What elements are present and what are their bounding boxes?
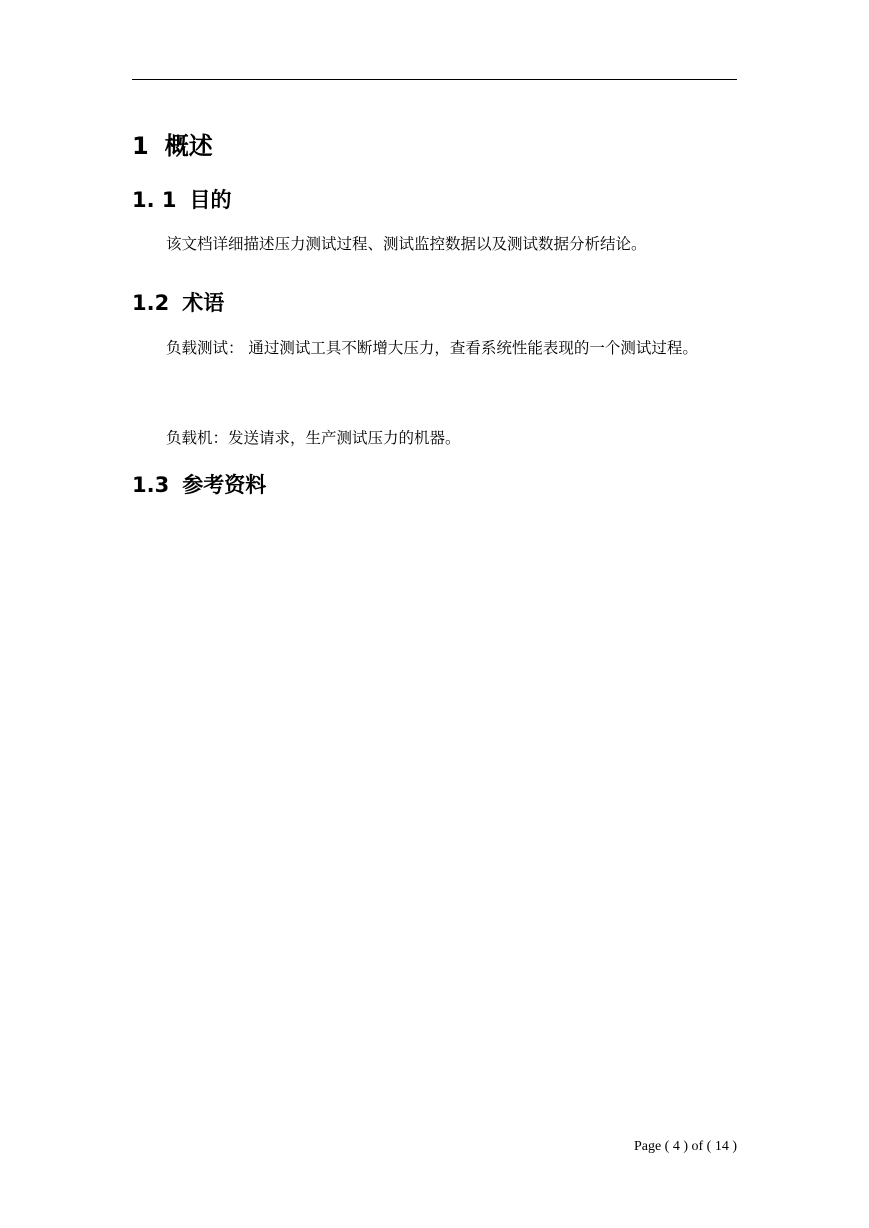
paragraph-load-test: 负载测试： 通过测试工具不断增大压力，查看系统性能表现的一个测试过程。 [166, 339, 698, 357]
subsection-number: 1.3 [132, 473, 170, 497]
subsection-title: 参考资料 [182, 473, 267, 497]
subsection-number: 1.2 [132, 291, 170, 315]
section-title: 概述 [164, 132, 213, 160]
section-heading [132, 129, 213, 163]
subsection-heading-references [132, 470, 266, 500]
paragraph-purpose: 该文档详细描述压力测试过程、测试监控数据以及测试数据分析结论。 [166, 235, 647, 253]
paragraph-load-machine: 负载机：发送请求，生产测试压力的机器。 [166, 429, 461, 447]
subsection-number: 1. 1 [132, 188, 177, 212]
page-number-footer: Page ( 4 ) of ( 14 ) [633, 1139, 737, 1154]
header-rule [132, 79, 737, 80]
subsection-heading-purpose [132, 185, 232, 215]
subsection-title: 术语 [182, 291, 225, 315]
subsection-title: 目的 [189, 188, 232, 212]
subsection-heading-terms [132, 288, 224, 318]
section-number: 1 [132, 132, 149, 160]
